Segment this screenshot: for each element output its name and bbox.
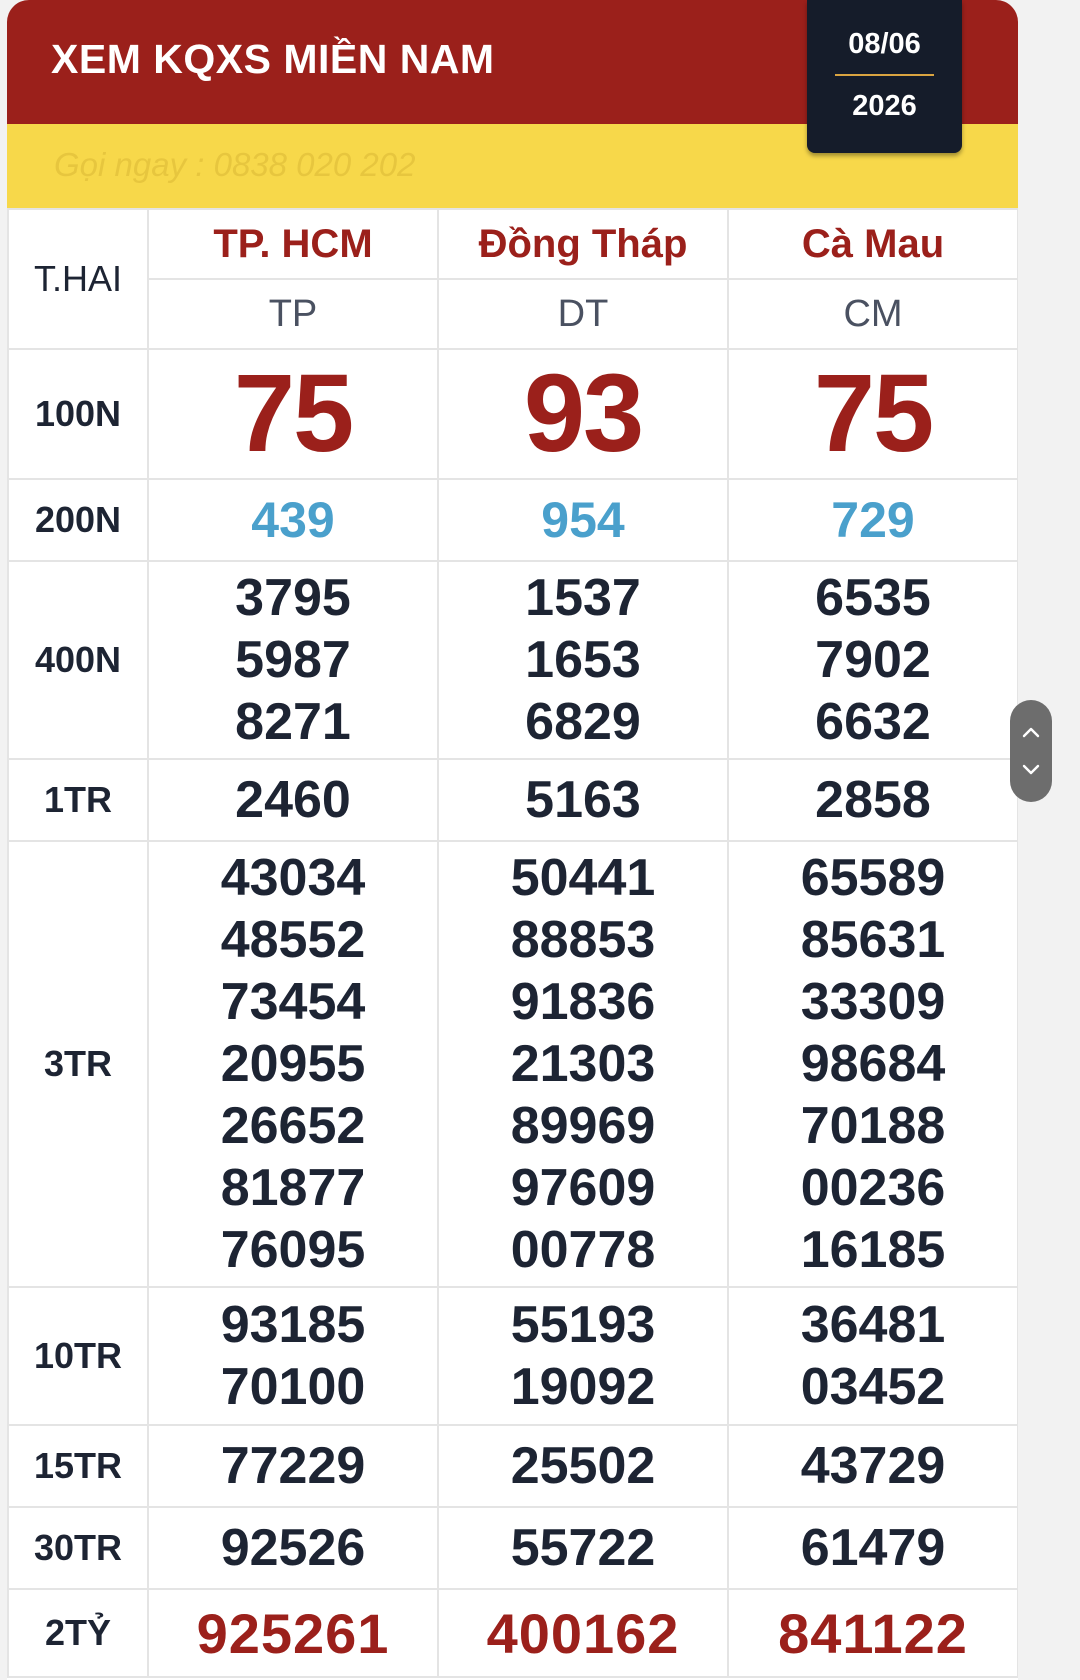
- province-code-row: [8, 279, 1018, 349]
- prize-cell: [148, 1287, 438, 1425]
- prize-cell: [728, 561, 1018, 759]
- prize-number: 2460: [235, 771, 351, 829]
- prize-cell: [438, 1507, 728, 1589]
- prize-number: 97609: [510, 1159, 656, 1217]
- prize-cell: [148, 561, 438, 759]
- prize-number: 89969: [510, 1097, 656, 1155]
- prize-cell: [728, 349, 1018, 479]
- date-badge: [807, 0, 962, 153]
- prize-row-100n: [8, 349, 1018, 479]
- prize-label: 10TR: [8, 1287, 148, 1425]
- results-table: [7, 208, 1018, 1678]
- prize-number: 26652: [220, 1097, 366, 1155]
- page-title: XEM KQXS MIỀN NAM: [51, 36, 495, 82]
- date-day: 08/06: [848, 28, 921, 60]
- prize-number: 21303: [510, 1035, 656, 1093]
- prize-number: 1537: [525, 569, 641, 627]
- prize-cell: [148, 841, 438, 1287]
- prize-cell: [728, 841, 1018, 1287]
- prize-cell: [438, 479, 728, 561]
- date-divider: [835, 74, 934, 76]
- special-prize-number: 75: [233, 352, 353, 475]
- jackpot-number: 400162: [486, 1601, 680, 1665]
- province-code: CM: [728, 279, 1018, 349]
- prize-number: 19092: [510, 1358, 656, 1416]
- prize-number: 5163: [525, 771, 641, 829]
- prize-cell: [728, 1507, 1018, 1589]
- prize-cell: [728, 1589, 1018, 1677]
- province-name-row: [8, 209, 1018, 279]
- special-prize-number: 75: [813, 352, 933, 475]
- prize-number: 6535: [815, 569, 931, 627]
- prize-number: 00236: [800, 1159, 946, 1217]
- prize-label: 30TR: [8, 1507, 148, 1589]
- prize-number: 439: [251, 492, 335, 548]
- prize-number: 20955: [220, 1035, 366, 1093]
- prize-row-10tr: [8, 1287, 1018, 1425]
- prize-cell: [438, 1589, 728, 1677]
- prize-cell: [148, 479, 438, 561]
- prize-number: 6829: [525, 693, 641, 751]
- prize-number: 6632: [815, 693, 931, 751]
- province-code: DT: [438, 279, 728, 349]
- prize-number: 81877: [220, 1159, 366, 1217]
- prize-cell: [438, 1425, 728, 1507]
- province-code: TP: [148, 279, 438, 349]
- prize-cell: [728, 1287, 1018, 1425]
- prize-number: 33309: [800, 973, 946, 1031]
- prize-cell: [148, 759, 438, 841]
- prize-number: 73454: [220, 973, 366, 1031]
- prize-number: 98684: [800, 1035, 946, 1093]
- jackpot-number: 841122: [778, 1601, 968, 1665]
- prize-number: 25502: [510, 1437, 656, 1495]
- prize-label: 15TR: [8, 1425, 148, 1507]
- prize-number: 00778: [510, 1221, 656, 1279]
- prize-number: 954: [541, 492, 625, 548]
- jackpot-number: 925261: [196, 1601, 390, 1665]
- chevron-down-icon[interactable]: [1010, 750, 1052, 790]
- prize-number: 88853: [510, 911, 656, 969]
- prize-number: 77229: [220, 1437, 366, 1495]
- prize-number: 70188: [800, 1097, 946, 1155]
- prize-label: 2TỶ: [8, 1589, 148, 1677]
- prize-row-3tr: [8, 841, 1018, 1287]
- province-name[interactable]: Đồng Tháp: [438, 209, 728, 279]
- prize-number: 2858: [815, 771, 931, 829]
- prize-number: 50441: [510, 849, 656, 907]
- prize-number: 43729: [800, 1437, 946, 1495]
- prize-number: 93185: [220, 1296, 366, 1354]
- prize-cell: [728, 759, 1018, 841]
- chevron-up-icon[interactable]: [1010, 712, 1052, 752]
- prize-label: 3TR: [8, 841, 148, 1287]
- prize-number: 55722: [510, 1519, 656, 1577]
- prize-number: 92526: [220, 1519, 366, 1577]
- special-prize-number: 93: [523, 352, 643, 475]
- prize-cell: [438, 349, 728, 479]
- prize-number: 729: [831, 492, 915, 548]
- prize-label: 100N: [8, 349, 148, 479]
- prize-number: 85631: [800, 911, 946, 969]
- prize-number: 16185: [800, 1221, 946, 1279]
- prize-number: 48552: [220, 911, 366, 969]
- prize-number: 36481: [800, 1296, 946, 1354]
- prize-number: 70100: [220, 1358, 366, 1416]
- prize-number: 7902: [815, 631, 931, 689]
- hotline-text: Gọi ngay : 0838 020 202: [54, 146, 416, 183]
- prize-label: 400N: [8, 561, 148, 759]
- prize-row-30tr: [8, 1507, 1018, 1589]
- prize-cell: [148, 1507, 438, 1589]
- prize-cell: [438, 561, 728, 759]
- prize-number: 8271: [235, 693, 351, 751]
- prize-number: 1653: [525, 631, 641, 689]
- prize-cell: [728, 479, 1018, 561]
- province-name[interactable]: Cà Mau: [728, 209, 1018, 279]
- prize-row-jackpot: [8, 1589, 1018, 1677]
- prize-cell: [438, 1287, 728, 1425]
- prize-number: 43034: [220, 849, 366, 907]
- day-label: T.HAI: [8, 209, 148, 349]
- prize-label: 1TR: [8, 759, 148, 841]
- prize-row-400n: [8, 561, 1018, 759]
- prize-number: 76095: [220, 1221, 366, 1279]
- prize-number: 5987: [235, 631, 351, 689]
- prize-cell: [438, 759, 728, 841]
- prize-cell: [438, 841, 728, 1287]
- prize-row-15tr: [8, 1425, 1018, 1507]
- prize-cell: [148, 349, 438, 479]
- results-card: [7, 0, 1018, 1680]
- prize-number: 55193: [510, 1296, 656, 1354]
- prize-label: 200N: [8, 479, 148, 561]
- prize-number: 03452: [800, 1358, 946, 1416]
- province-name[interactable]: TP. HCM: [148, 209, 438, 279]
- prize-number: 3795: [235, 569, 351, 627]
- prize-row-1tr: [8, 759, 1018, 841]
- prize-number: 91836: [510, 973, 656, 1031]
- prize-cell: [728, 1425, 1018, 1507]
- prize-cell: [148, 1425, 438, 1507]
- date-year: 2026: [852, 90, 917, 122]
- prize-number: 65589: [800, 849, 946, 907]
- prize-row-200n: [8, 479, 1018, 561]
- prize-cell: [148, 1589, 438, 1677]
- prize-number: 61479: [800, 1519, 946, 1577]
- scroll-widget: [1010, 700, 1052, 802]
